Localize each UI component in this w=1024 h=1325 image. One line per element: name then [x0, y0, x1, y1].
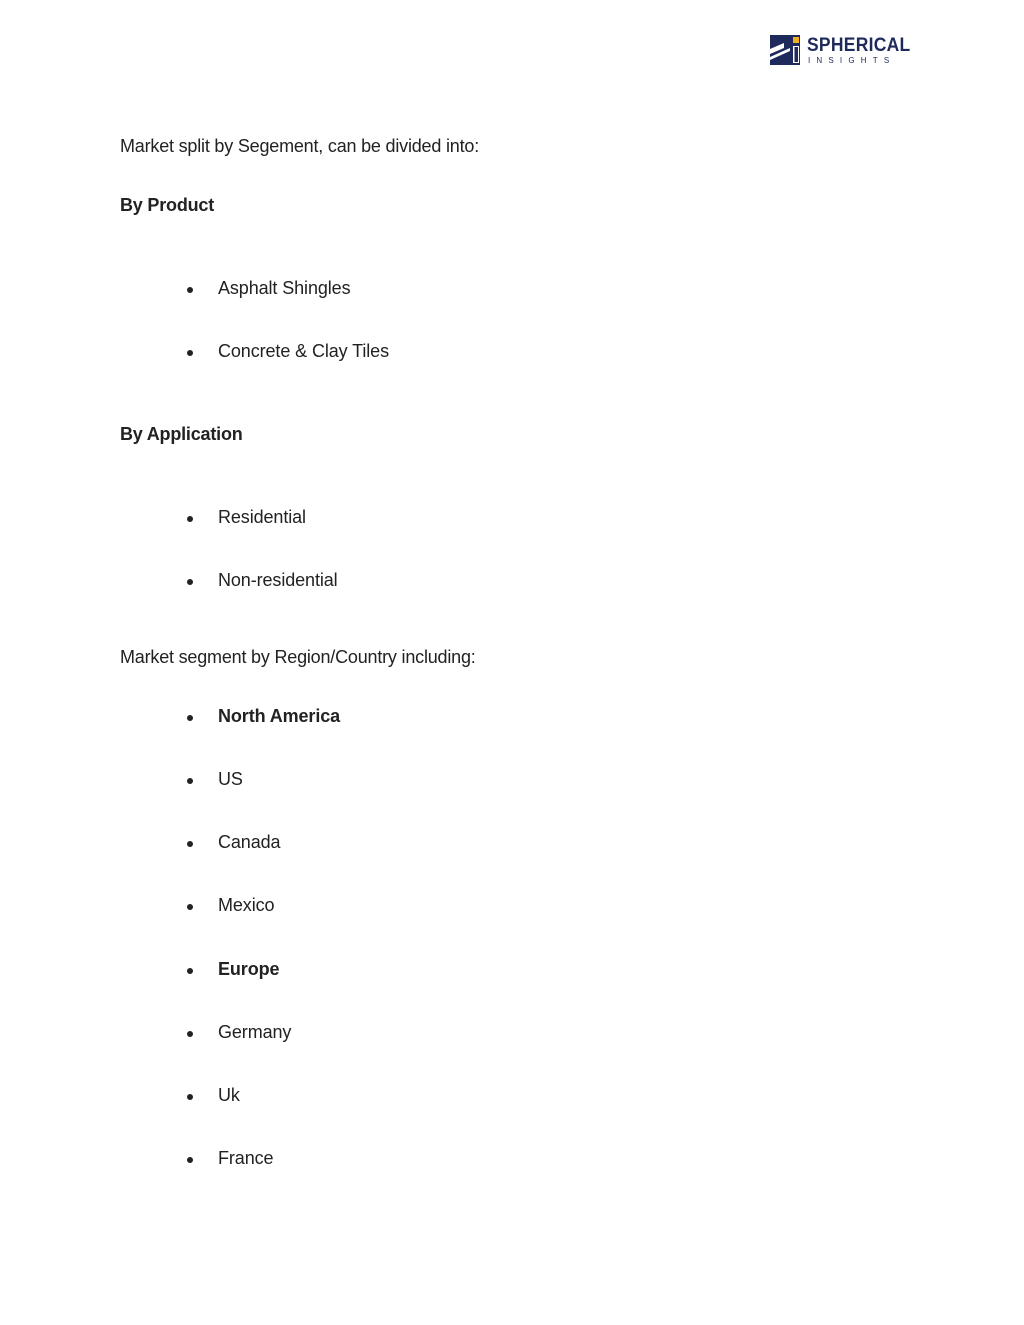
logo-name: SPHERICAL — [807, 35, 911, 56]
region-label: Canada — [218, 832, 281, 852]
region-label: Uk — [218, 1085, 240, 1105]
region-label: Mexico — [218, 895, 275, 915]
bullet-icon — [187, 715, 193, 721]
region-label: North America — [218, 706, 341, 726]
list-item-label: Non-residential — [218, 570, 338, 590]
bullet-icon — [187, 904, 193, 910]
list-item-label: Residential — [218, 507, 306, 527]
bullet-icon — [187, 841, 193, 847]
region-intro-text: Market segment by Region/Country including: — [120, 647, 476, 667]
bullet-icon — [187, 516, 193, 522]
region-label: US — [218, 769, 243, 789]
bullet-icon — [187, 778, 193, 784]
logo-subtitle: INSIGHTS — [808, 56, 896, 65]
region-label: Germany — [218, 1022, 292, 1042]
intro-text: Market split by Segement, can be divided into: — [120, 136, 480, 156]
bullet-icon — [187, 1157, 193, 1163]
bullet-icon — [187, 1094, 193, 1100]
bullet-icon — [187, 287, 193, 293]
bullet-icon — [187, 579, 193, 585]
list-item-label: Asphalt Shingles — [218, 278, 351, 298]
spherical-insights-logo — [770, 35, 911, 67]
region-label: France — [218, 1148, 274, 1168]
logo-mark-icon — [770, 35, 802, 65]
bullet-icon — [187, 350, 193, 356]
bullet-icon — [187, 968, 193, 974]
bullet-icon — [187, 1031, 193, 1037]
product-heading: By Product — [120, 195, 215, 215]
region-label: Europe — [218, 959, 280, 979]
application-heading: By Application — [120, 424, 243, 444]
list-item-label: Concrete & Clay Tiles — [218, 341, 389, 361]
